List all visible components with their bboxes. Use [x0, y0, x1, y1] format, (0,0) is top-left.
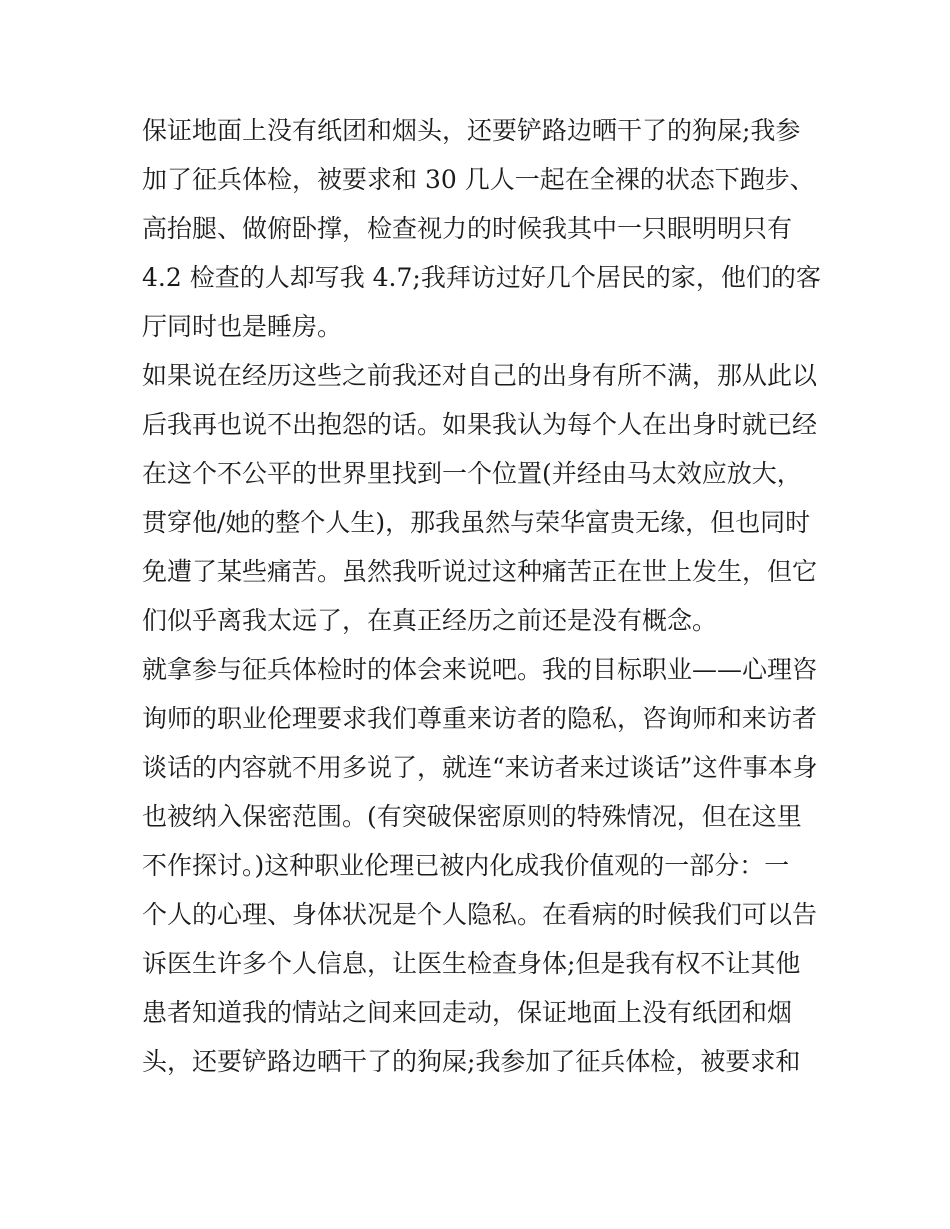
text-line: 不作探讨。)这种职业伦理已被内化成我价值观的一部分：一 — [142, 851, 790, 880]
body-text — [142, 106, 822, 1086]
text-line: 患者知道我的情站之间来回走动，保证地面上没有纸团和烟 — [142, 998, 793, 1027]
text-line: 免遭了某些痛苦。虽然我听说过这种痛苦正在世上发生，但它 — [142, 557, 818, 586]
text-line: 诉医生许多个人信息，让医生检查身体;但是我有权不让其他 — [142, 949, 801, 978]
text-line: 高抬腿、做俯卧撑，检查视力的时候我其中一只眼明明只有 — [142, 214, 793, 243]
text-line: 也被纳入保密范围。(有突破保密原则的特殊情况，但在这里 — [142, 802, 802, 831]
text-line: 4.2 检查的人却写我 4.7;我拜访过好几个居民的家，他们的客 — [142, 263, 821, 292]
text-line: 贯穿他/她的整个人生)，那我虽然与荣华富贵无缘，但也同时 — [142, 508, 811, 537]
text-line: 询师的职业伦理要求我们尊重来访者的隐私，咨询师和来访者 — [142, 704, 818, 733]
text-line: 在这个不公平的世界里找到一个位置(并经由马太效应放大， — [142, 459, 802, 488]
text-line: 谈话的内容就不用多说了，就连“来访者来过谈话”这件事本身 — [142, 753, 818, 782]
text-line: 们似乎离我太远了，在真正经历之前还是没有概念。 — [142, 606, 718, 635]
text-line: 后我再也说不出抱怨的话。如果我认为每个人在出身时就已经 — [142, 410, 818, 439]
text-line: 就拿参与征兵体检时的体会来说吧。我的目标职业——心理咨 — [142, 655, 818, 684]
text-line: 个人的心理、身体状况是个人隐私。在看病的时候我们可以告 — [142, 900, 818, 929]
text-line: 保证地面上没有纸团和烟头，还要铲路边晒干了的狗屎;我参 — [142, 116, 801, 145]
text-line: 如果说在经历这些之前我还对自己的出身有所不满，那从此以 — [142, 361, 818, 390]
text-line: 头，还要铲路边晒干了的狗屎;我参加了征兵体检，被要求和 — [142, 1047, 801, 1076]
text-line: 加了征兵体检，被要求和 30 几人一起在全裸的状态下跑步、 — [142, 165, 815, 194]
text-line: 厅同时也是睡房。 — [142, 312, 343, 341]
